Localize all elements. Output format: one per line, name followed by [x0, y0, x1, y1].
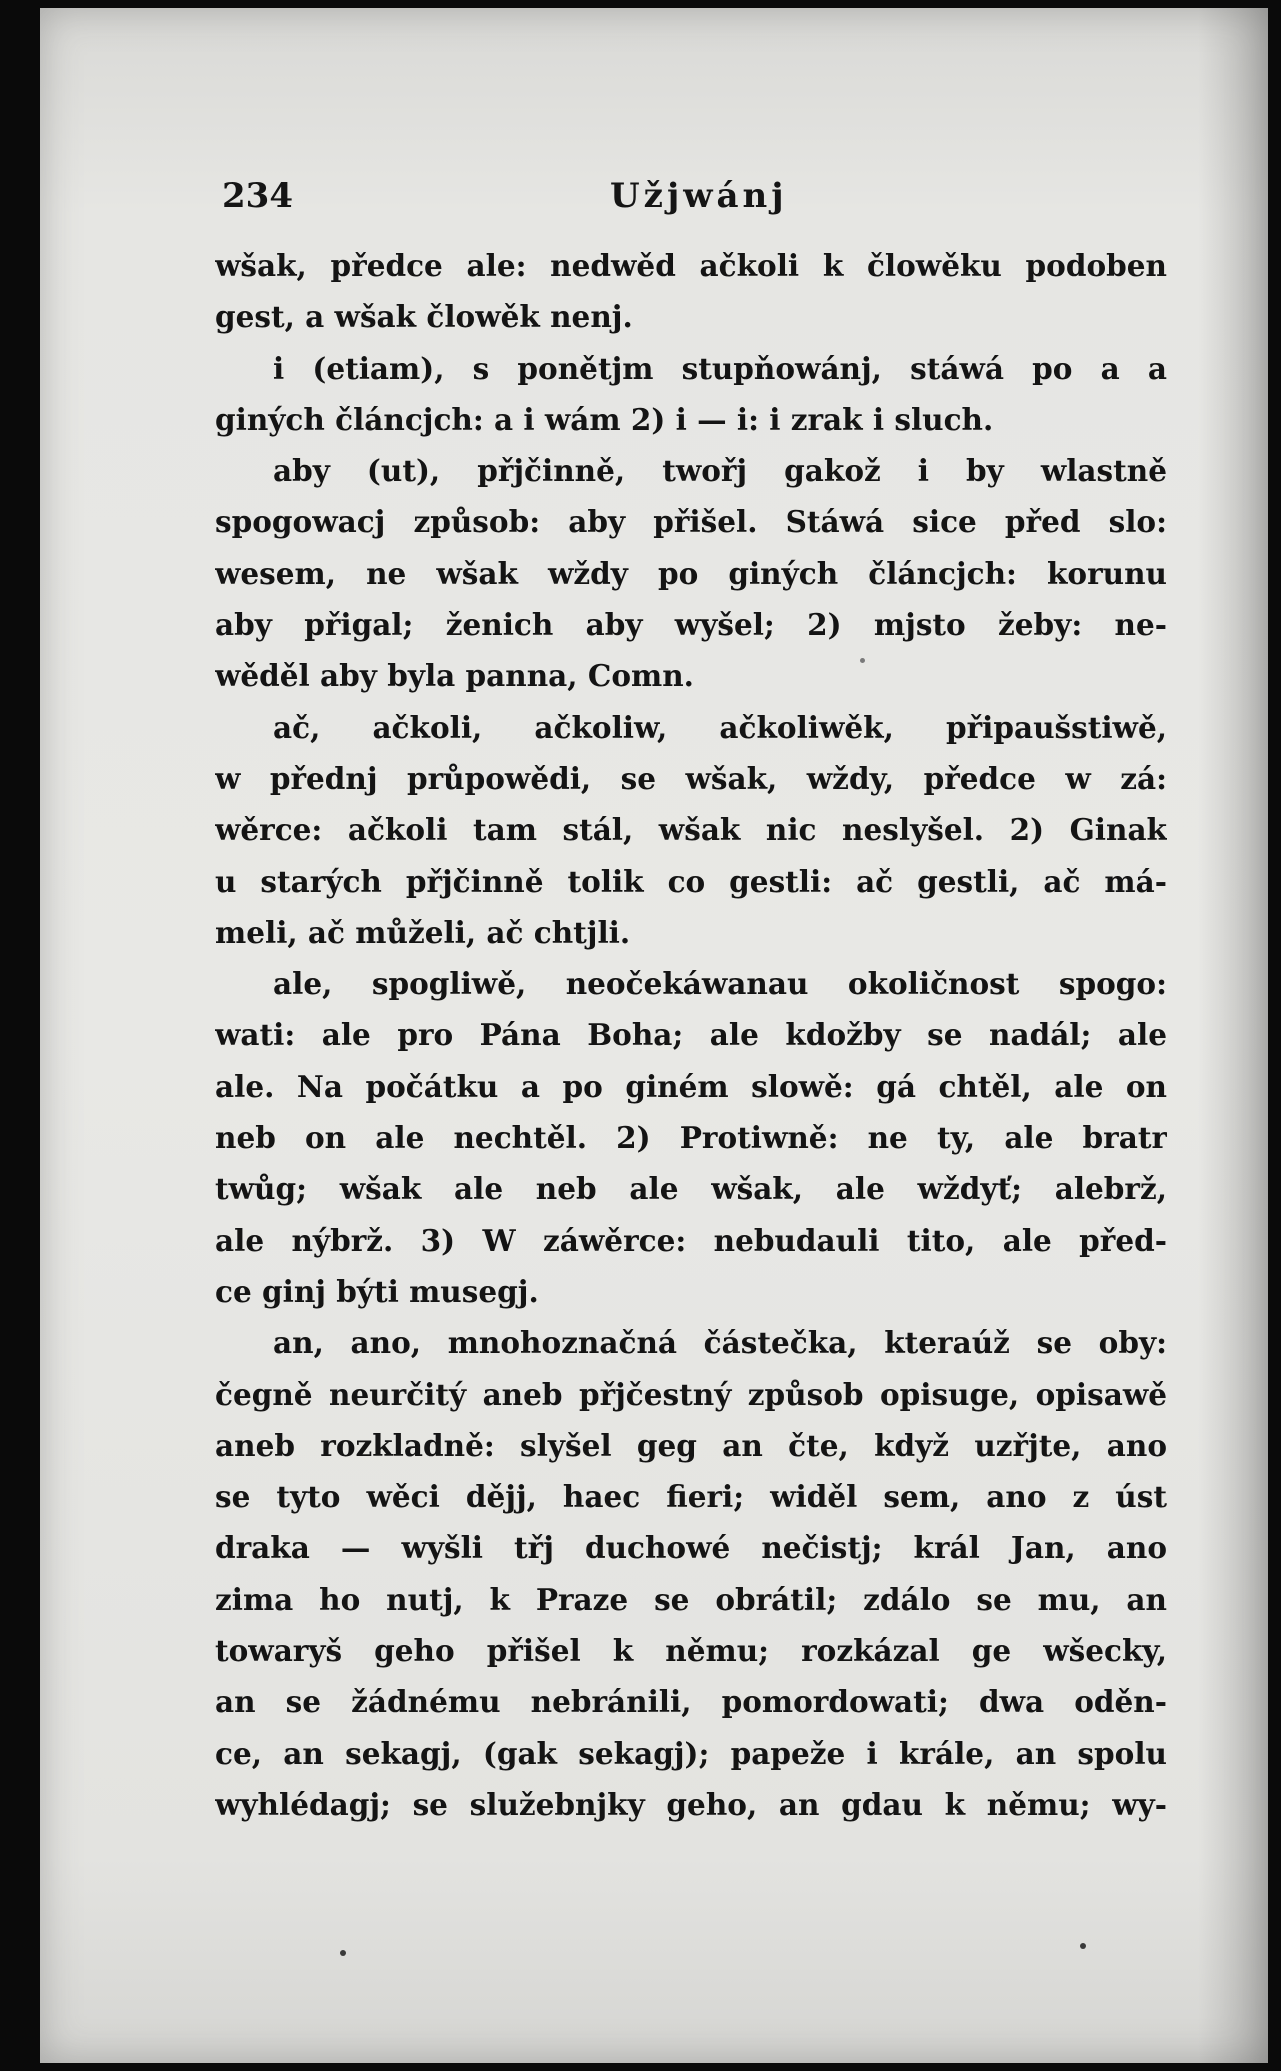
- page-number: 234: [222, 176, 293, 216]
- text-line: meli, ač můželi, ač chtjli.: [215, 914, 631, 950]
- text-line: wěděl aby byla panna, Comn.: [215, 658, 694, 694]
- text-line: giných článcjch: a i wám 2) i — i: i zrak i sluch.: [215, 401, 994, 437]
- ink-spot: [860, 658, 865, 663]
- text-line: u starých přjčinně tolik co gestli: ač gestli, ač má-: [215, 863, 1167, 899]
- text-line: aneb rozkladně: slyšel geg an čte, když uzřjte, ano: [215, 1427, 1167, 1463]
- text-line: towaryš geho přišel k němu; rozkázal ge wšecky,: [215, 1633, 1167, 1669]
- text-line: aby přigal; ženich aby wyšel; 2) mjsto žeby: ne-: [215, 607, 1167, 643]
- text-line: wěrce: ačkoli tam stál, wšak nic neslyšel. 2) Ginak: [215, 812, 1167, 848]
- text-line: i (etiam), s ponětjm stupňowánj, stáwá po a a: [273, 350, 1167, 386]
- text-line: twůg; wšak ale neb ale wšak, ale wždyť; alebrž,: [215, 1171, 1167, 1207]
- text-line: wšak, předce ale: nedwěd ačkoli k člowěku podoben: [215, 248, 1167, 283]
- ink-spot: [1080, 1943, 1086, 1949]
- body-text: [215, 240, 1167, 1830]
- page-header: [222, 176, 822, 226]
- text-line: ale nýbrž. 3) W záwěrce: nebudauli tito, ale před-: [215, 1222, 1167, 1258]
- text-line: wati: ale pro Pána Boha; ale kdožby se nadál; ale: [215, 1017, 1167, 1053]
- text-line: an, ano, mnohoznačná částečka, kteraúž se oby:: [273, 1325, 1167, 1361]
- ink-spot: [340, 1950, 346, 1956]
- text-line: an se žádnému nebránili, pomordowati; dwa oděn-: [215, 1684, 1167, 1720]
- text-line: se tyto wěci dějj, haec fieri; widěl sem, ano z úst: [215, 1479, 1167, 1515]
- text-line: čegně neurčitý aneb přjčestný způsob opisuge, opisawě: [215, 1376, 1167, 1412]
- text-line: ce ginj býti musegj.: [215, 1273, 539, 1309]
- text-line: ale, spogliwě, neočekáwanau okoličnost spogo:: [273, 966, 1167, 1002]
- text-line: ale. Na počátku a po giném slowě: gá chtěl, ale on: [215, 1068, 1167, 1104]
- book-page: [40, 8, 1268, 2063]
- text-line: gest, a wšak člowěk nenj.: [215, 299, 633, 335]
- text-line: draka — wyšli třj duchowé nečistj; král Jan, ano: [215, 1530, 1167, 1566]
- text-line: wyhlédagj; se služebnjky geho, an gdau k němu; wy-: [215, 1786, 1167, 1822]
- page-edge-shadow: [1198, 8, 1268, 2063]
- text-line: aby (ut), přjčinně, twořj gakož i by wlastně: [273, 453, 1167, 489]
- text-line: wesem, ne wšak wždy po giných článcjch: korunu: [215, 555, 1167, 591]
- text-line: ce, an sekagj, (gak sekagj); papeže i krále, an spolu: [215, 1735, 1167, 1771]
- text-line: spogowacj způsob: aby přišel. Stáwá sice před slo:: [215, 504, 1167, 540]
- running-head: Užjwánj: [610, 176, 788, 216]
- text-line: neb on ale nechtěl. 2) Protiwně: ne ty, ale bratr: [215, 1120, 1167, 1156]
- text-line: ač, ačkoli, ačkoliw, ačkoliwěk, připaušstiwě,: [273, 709, 1167, 745]
- text-line: zima ho nutj, k Praze se obrátil; zdálo se mu, an: [215, 1581, 1167, 1617]
- text-line: w přednj průpowědi, se wšak, wždy, předce w zá:: [215, 760, 1167, 796]
